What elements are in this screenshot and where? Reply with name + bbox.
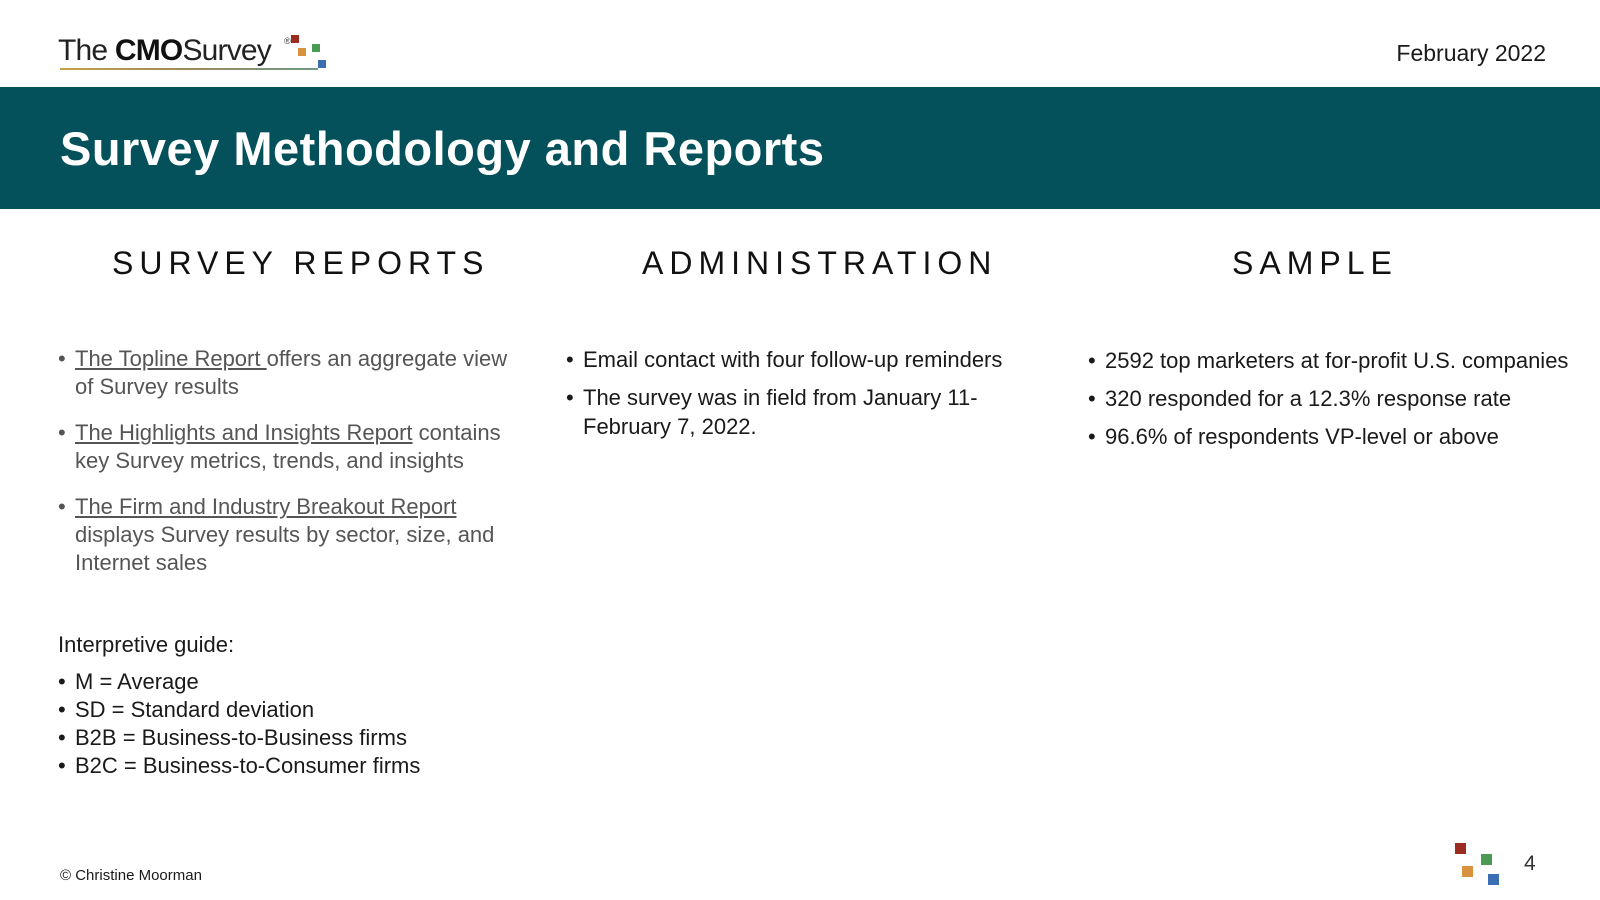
sample-list xyxy=(1088,346,1588,460)
footer-green-square-icon xyxy=(1481,854,1492,865)
page-number: 4 xyxy=(1524,852,1536,875)
logo-red-square-icon xyxy=(291,35,299,43)
administration-heading: ADMINISTRATION xyxy=(642,245,998,281)
sample-heading: SAMPLE xyxy=(1232,245,1398,281)
survey-reports-list xyxy=(58,345,508,595)
breakout-report-desc: displays Survey results by sector, size, and Internet sales xyxy=(75,522,495,575)
page-title: Survey Methodology and Reports xyxy=(60,122,825,175)
guide-item-b2b: • B2B = Business-to-Business firms xyxy=(58,724,518,752)
sample-item-marketers: • 2592 top marketers at for-profit U.S. companies xyxy=(1088,346,1588,375)
breakout-report-link[interactable]: The Firm and Industry Breakout Report xyxy=(75,494,457,519)
interpretive-guide-list xyxy=(58,668,518,780)
logo-blue-square-icon xyxy=(318,60,326,68)
sample-item-response-rate: • 320 responded for a 12.3% response rate xyxy=(1088,384,1588,413)
footer-red-square-icon xyxy=(1455,843,1466,854)
footer-orange-square-icon xyxy=(1462,866,1473,877)
admin-item-email: • Email contact with four follow-up reminders xyxy=(566,345,1046,374)
logo-suffix: Survey xyxy=(182,34,272,67)
cmo-survey-logo xyxy=(58,30,348,74)
title-band xyxy=(0,87,1600,209)
guide-item-sd: • SD = Standard deviation xyxy=(58,696,518,724)
logo-bold: CMO xyxy=(114,34,183,67)
list-item xyxy=(58,493,508,577)
logo-orange-square-icon xyxy=(298,48,306,56)
list-item xyxy=(58,419,508,475)
logo-green-square-icon xyxy=(312,44,320,52)
topline-report-desc: offers an aggregate view of Survey results xyxy=(75,346,508,399)
list-item xyxy=(58,345,508,401)
report-date: February 2022 xyxy=(1396,40,1546,66)
copyright-notice: © Christine Moorman xyxy=(60,867,202,884)
logo-underline xyxy=(60,68,318,70)
survey-reports-heading: SURVEY REPORTS xyxy=(112,245,490,281)
topline-report-link[interactable]: The Topline Report xyxy=(75,346,267,371)
highlights-report-link[interactable]: The Highlights and Insights Report xyxy=(75,420,413,445)
guide-item-b2c: • B2C = Business-to-Consumer firms xyxy=(58,752,518,780)
registered-mark: ® xyxy=(284,36,291,46)
administration-list xyxy=(566,345,1046,450)
interpretive-guide-label: Interpretive guide: xyxy=(58,632,235,657)
admin-item-field-dates: • The survey was in field from January 11-February 7, 2022. xyxy=(566,383,1046,441)
highlights-report-desc: contains key Survey metrics, trends, and insights xyxy=(75,420,501,473)
guide-item-m: • M = Average xyxy=(58,668,518,696)
sample-item-vp-level: • 96.6% of respondents VP-level or above xyxy=(1088,422,1588,451)
logo-prefix: The xyxy=(58,34,108,67)
footer-blue-square-icon xyxy=(1488,874,1499,885)
logo-wordmark xyxy=(58,34,271,68)
